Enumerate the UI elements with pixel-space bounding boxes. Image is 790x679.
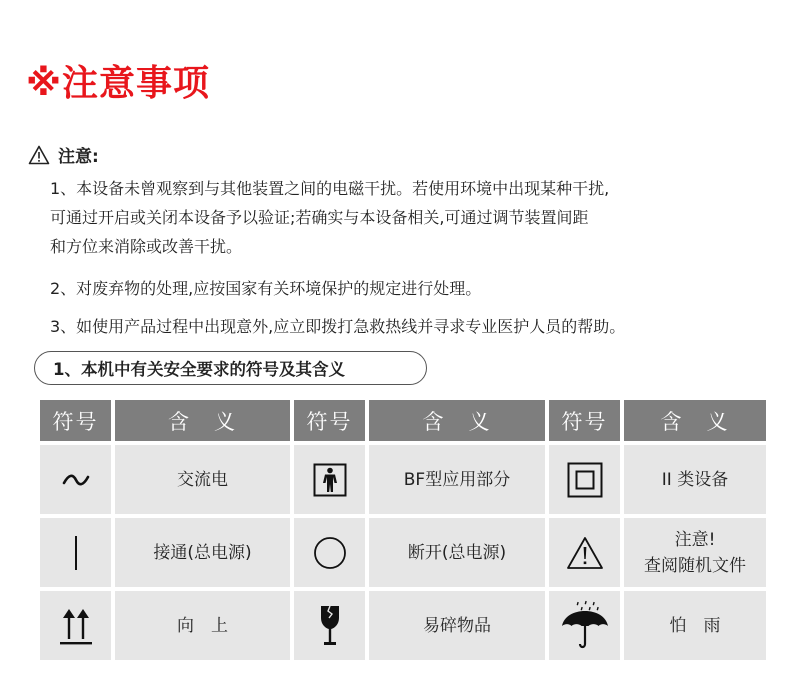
table-row-2-meaning-2: 断开(总电源) xyxy=(369,518,545,587)
power-on-line-icon xyxy=(73,535,79,571)
header-symbol-1: 符号 xyxy=(40,400,111,441)
bf-applied-part-icon xyxy=(313,463,347,497)
table-row-1-symbol-1 xyxy=(40,445,111,514)
fragile-glass-icon xyxy=(318,604,342,648)
header-meaning-1: 含 义 xyxy=(115,400,290,441)
notice-line-5: 3、如使用产品过程中出现意外,应立即拨打急救热线并寻求专业医护人员的帮助。 xyxy=(50,317,626,336)
section-title: 1、本机中有关安全要求的符号及其含义 xyxy=(34,351,427,385)
umbrella-rain-icon xyxy=(560,600,610,652)
warning-triangle-icon xyxy=(566,536,604,570)
notice-heading-label: 注意: xyxy=(58,147,99,167)
meaning-3-line-1: 注意! xyxy=(674,529,716,550)
notice-line-4: 2、对废弃物的处理,应按国家有关环境保护的规定进行处理。 xyxy=(50,279,482,298)
header-meaning-3: 含 义 xyxy=(624,400,766,441)
table-row-1-meaning-2: BF型应用部分 xyxy=(369,445,545,514)
notice-line-2: 可通过开启或关闭本设备予以验证;若确实与本设备相关,可通过调节装置间距 xyxy=(50,208,589,227)
ac-tilde-icon xyxy=(61,473,91,487)
notice-line-1: 1、本设备未曾观察到与其他装置之间的电磁干扰。若使用环境中出现某种干扰, xyxy=(50,179,610,198)
table-row-3-symbol-3 xyxy=(549,591,620,660)
table-row-3-symbol-2 xyxy=(294,591,365,660)
page-title: ※注意事项 xyxy=(26,63,210,104)
header-meaning-2: 含 义 xyxy=(369,400,545,441)
this-way-up-arrows-icon xyxy=(58,605,94,647)
class-ii-double-square-icon xyxy=(567,462,603,498)
table-row-2-meaning-1: 接通(总电源) xyxy=(115,518,290,587)
table-row-3-meaning-3: 怕 雨 xyxy=(624,591,766,660)
table-row-2-symbol-2 xyxy=(294,518,365,587)
table-row-1-symbol-3 xyxy=(549,445,620,514)
table-row-1-meaning-3: II 类设备 xyxy=(624,445,766,514)
table-row-2-symbol-3 xyxy=(549,518,620,587)
table-row-3-symbol-1 xyxy=(40,591,111,660)
header-symbol-3: 符号 xyxy=(549,400,620,441)
header-symbol-2: 符号 xyxy=(294,400,365,441)
table-row-2-meaning-3 xyxy=(624,518,766,587)
table-row-2-symbol-1 xyxy=(40,518,111,587)
power-off-circle-icon xyxy=(313,536,347,570)
notice-heading xyxy=(28,142,99,167)
warning-icon xyxy=(28,145,50,165)
notice-line-3: 和方位来消除或改善干扰。 xyxy=(50,237,243,256)
meaning-3-line-2: 查阅随机文件 xyxy=(644,555,746,576)
table-row-3-meaning-2: 易碎物品 xyxy=(369,591,545,660)
table-row-3-meaning-1: 向 上 xyxy=(115,591,290,660)
table-row-1-symbol-2 xyxy=(294,445,365,514)
table-row-1-meaning-1: 交流电 xyxy=(115,445,290,514)
